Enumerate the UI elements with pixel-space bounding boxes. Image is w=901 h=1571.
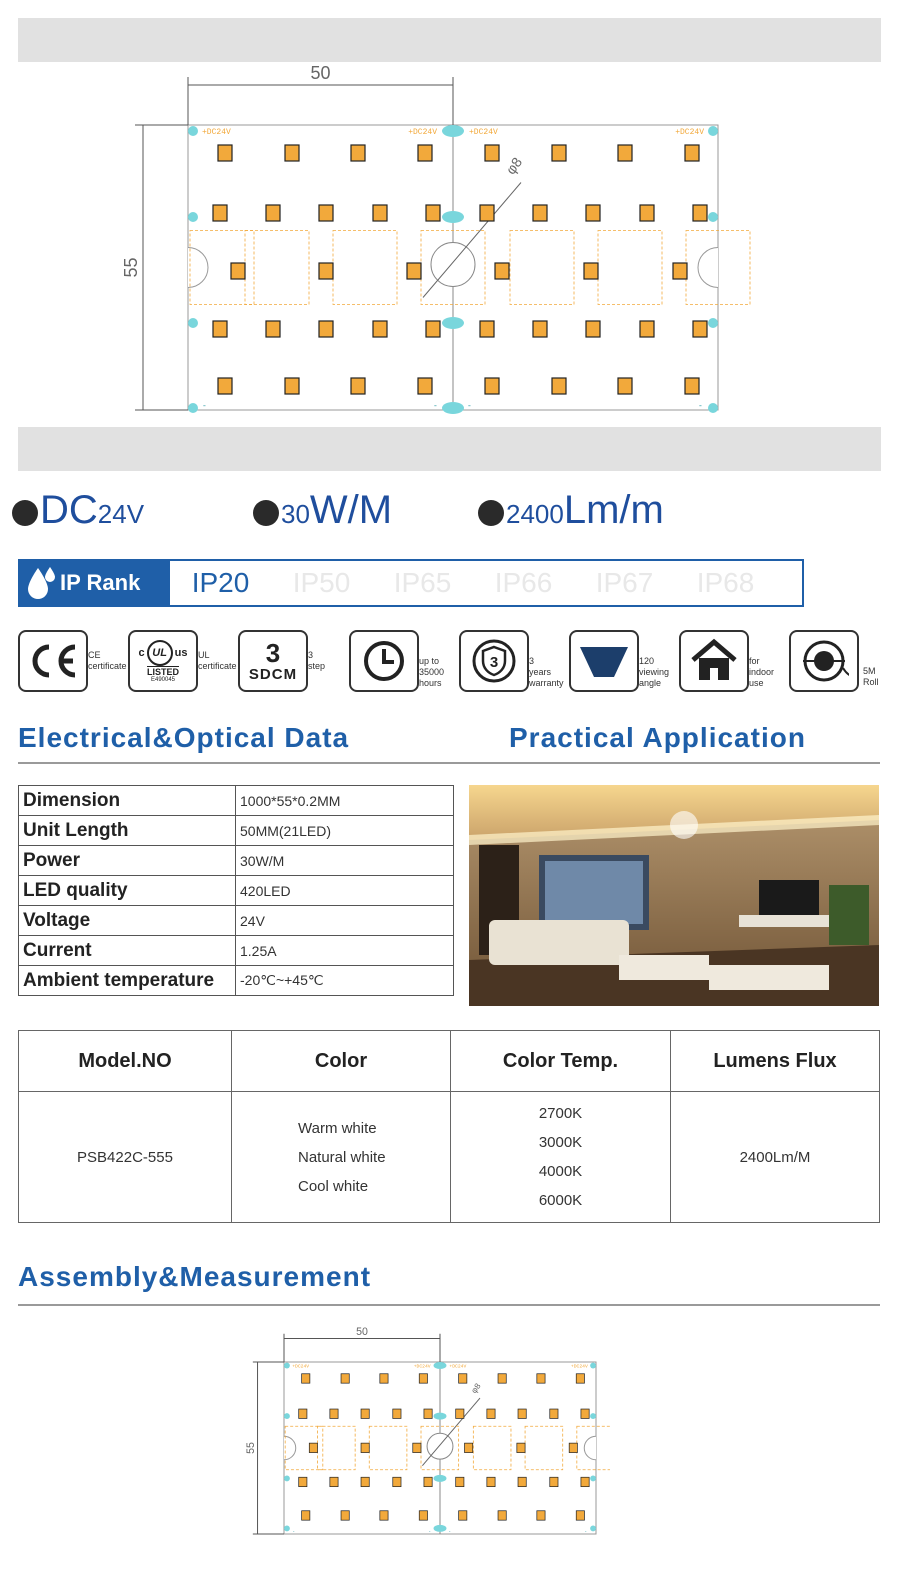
ip-option-ip65: IP65 [393,567,452,598]
led-chip [569,1443,577,1452]
cert-caption: for indoor use [749,656,775,688]
led-chip [351,378,365,394]
reel-icon [789,630,859,692]
led-chip [299,1409,307,1418]
ul-us-text: us [174,646,188,659]
solder-pad [188,126,198,136]
dim-width-label: 50 [310,63,331,83]
led-chip [424,1477,432,1486]
solder-pad [590,1413,596,1419]
dc-label: +DC24V [675,128,704,137]
led-chip [581,1409,589,1418]
led-chip [218,378,232,394]
led-chip [309,1443,317,1452]
solder-pad [284,1413,290,1419]
solder-pad [434,1362,447,1369]
temp-item: 3000K [538,1134,583,1151]
temp-item: 6000K [538,1192,583,1209]
led-chip [341,1511,349,1520]
led-chip [302,1511,310,1520]
solder-pad [590,1363,596,1369]
row-value: 1.25A [236,936,454,966]
ip-option-ip20: IP20 [191,567,250,598]
led-chip [341,1374,349,1383]
ip-option-ip68: IP68 [696,567,755,598]
solder-pad [434,1413,447,1420]
led-chip [576,1511,584,1520]
led-chip [487,1477,495,1486]
dc-label: +DC24V [413,1364,431,1370]
led-chip [640,321,654,337]
header-color-temp: Color Temp. [451,1031,671,1092]
led-chip [584,263,598,279]
led-chip [552,145,566,161]
color-item: Warm white [298,1119,377,1137]
temp-item: 4000K [538,1163,583,1180]
cert-caption: 5M Roll [863,666,879,687]
led-chip [424,1409,432,1418]
sdcm-number: 3 [265,637,281,668]
solder-pad [284,1363,290,1369]
pcb-diagram-large [18,62,881,427]
phi-label: φ8 [469,1381,483,1396]
ul-listed-icon [128,630,198,692]
led-chip [361,1477,369,1486]
house-icon [679,630,749,692]
ip-option-ip67: IP67 [595,567,654,598]
dc-label: +DC24V [469,128,498,137]
led-chip [685,145,699,161]
led-chip [426,205,440,221]
led-chip [480,321,494,337]
led-chip [537,1511,545,1520]
minus-label: - [292,1529,296,1535]
led-chip [285,378,299,394]
table-row [19,876,454,906]
solder-pad [442,402,464,414]
led-chip [693,321,707,337]
sdcm-text: SDCM [248,665,298,683]
section-divider [18,1304,880,1306]
led-chip [459,1374,467,1383]
led-chip [418,378,432,394]
solder-pad [188,403,198,413]
row-label: LED quality [19,876,236,906]
led-chip [537,1374,545,1383]
minus-label: - [448,1529,452,1535]
lumen-unit: Lm/m [563,488,664,532]
dc-label: +DC24V [202,128,231,137]
table-row [19,846,454,876]
bullet-dot [253,500,279,526]
minus-label: - [433,402,438,411]
cert-caption: 3 years warranty [529,656,564,688]
row-label: Power [19,846,236,876]
table-row [19,906,454,936]
spec-power [253,488,392,538]
led-chip [586,321,600,337]
led-chip [407,263,421,279]
led-chip [319,263,333,279]
spec-voltage [12,488,144,538]
cert-caption: UL certificate [198,650,237,671]
model-number: PSB422C-555 [19,1092,232,1223]
led-chip [418,145,432,161]
color-list [232,1092,451,1223]
voltage-prefix: DC [40,488,98,532]
led-chip [487,1409,495,1418]
ip-rank-text: IP Rank [60,570,141,595]
led-chip [330,1409,338,1418]
row-label: Dimension [19,786,236,816]
led-chip [380,1511,388,1520]
table-row [19,786,454,816]
led-chip [361,1409,369,1418]
led-chip [319,205,333,221]
led-chip [485,378,499,394]
led-chip [302,1374,310,1383]
section-divider [18,762,880,764]
led-chip [213,321,227,337]
dim-width-label: 50 [356,1325,368,1338]
led-chip [480,205,494,221]
application-heading: Practical Application [509,722,806,753]
living-room-photo [469,785,879,1006]
led-chip [351,145,365,161]
led-chip [581,1477,589,1486]
ul-mid-text: UL [152,646,167,659]
led-chip [533,205,547,221]
ip-rank-bar [18,559,804,607]
solder-pad [434,1525,447,1532]
led-chip [426,321,440,337]
led-chip [550,1477,558,1486]
phi-label: φ8 [502,154,526,178]
voltage-value: 24V [97,499,145,529]
solder-pad [442,211,464,223]
led-chip [586,205,600,221]
water-drop-icon [26,565,56,601]
led-chip [266,321,280,337]
led-chip [495,263,509,279]
solder-pad [188,318,198,328]
lumen-value: 2400 [506,499,564,529]
row-value: 30W/M [236,846,454,876]
table-row [19,816,454,846]
solder-pad [590,1525,596,1531]
solder-pad [434,1475,447,1482]
led-chip [685,378,699,394]
ip-rank-label [20,561,170,605]
led-chip [266,205,280,221]
minus-label: - [202,402,207,411]
led-chip [393,1477,401,1486]
sdcm-icon [238,630,308,692]
bottom-band [18,427,881,471]
led-chip [618,145,632,161]
row-value: 420LED [236,876,454,906]
led-chip [319,321,333,337]
minus-label: - [467,402,472,411]
ce-mark-icon [18,630,88,692]
led-chip [213,205,227,221]
dc-label: +DC24V [570,1364,588,1370]
row-label: Ambient temperature [19,966,236,996]
ul-listed-text: LISTED [146,666,179,677]
led-chip [218,145,232,161]
row-label: Current [19,936,236,966]
led-chip [518,1409,526,1418]
row-value: -20℃~+45℃ [236,966,454,996]
solder-pad [708,212,718,222]
model-table [18,1030,880,1223]
row-value: 1000*55*0.2MM [236,786,454,816]
row-value: 50MM(21LED) [236,816,454,846]
led-chip [673,263,687,279]
solder-pad [442,317,464,329]
power-unit: W/M [309,488,393,532]
led-chip [533,321,547,337]
dim-height-label: 55 [121,257,141,278]
pcb-diagram-small [240,1322,610,1542]
row-label: Voltage [19,906,236,936]
cert-caption: 120 viewing angle [639,656,670,688]
solder-pad [284,1525,290,1531]
top-band [18,18,881,62]
led-chip [640,205,654,221]
led-chip [459,1511,467,1520]
minus-label: - [584,1529,588,1535]
dim-height-label: 55 [245,1442,258,1454]
bullet-dot [478,500,504,526]
led-chip [517,1443,525,1452]
electrical-heading: Electrical&Optical Data [18,722,350,753]
led-chip [285,145,299,161]
led-chip [498,1511,506,1520]
solder-pad [284,1475,290,1481]
led-chip [498,1374,506,1383]
spec-lumen [478,488,664,538]
row-value: 24V [236,906,454,936]
power-value: 30 [281,499,310,529]
led-chip [231,263,245,279]
electrical-table [18,785,454,996]
led-chip [419,1511,427,1520]
led-chip [465,1443,473,1452]
dc-label: +DC24V [292,1364,310,1370]
led-chip [550,1409,558,1418]
led-chip [456,1477,464,1486]
solder-pad [708,126,718,136]
warranty-shield-icon [459,630,529,692]
lumens-value: 2400Lm/M [671,1092,880,1223]
color-item: Cool white [298,1177,369,1195]
assembly-heading: Assembly&Measurement [18,1261,372,1292]
warranty-number: 3 [489,654,499,671]
led-chip [373,321,387,337]
temp-item: 2700K [538,1105,583,1122]
header-model: Model.NO [19,1031,232,1092]
table-header-row [19,1031,880,1092]
ul-c-text: c [138,646,145,659]
dc-label: +DC24V [408,128,437,137]
bullet-dot [12,500,38,526]
color-item: Natural white [298,1148,386,1166]
header-lumens: Lumens Flux [671,1031,880,1092]
solder-pad [590,1475,596,1481]
row-label: Unit Length [19,816,236,846]
led-chip [373,205,387,221]
cert-caption: up to 35000 hours [419,656,445,688]
cert-caption: CE certificate [88,650,127,671]
led-chip [552,378,566,394]
dc-label: +DC24V [449,1364,467,1370]
led-chip [299,1477,307,1486]
ip-option-ip50: IP50 [292,567,351,598]
solder-pad [188,212,198,222]
cert-caption: 3 step [308,650,326,671]
led-chip [413,1443,421,1452]
minus-label: - [698,402,703,411]
ul-number-text: E490045 [150,676,176,683]
solder-pad [442,125,464,137]
temp-list [451,1092,671,1223]
led-chip [393,1409,401,1418]
led-chip [618,378,632,394]
table-row [19,936,454,966]
table-row [19,1092,880,1223]
ul-circle [147,640,173,666]
led-chip [693,205,707,221]
solder-pad [708,403,718,413]
led-chip [380,1374,388,1383]
led-chip [518,1477,526,1486]
header-color: Color [232,1031,451,1092]
led-chip [485,145,499,161]
led-chip [330,1477,338,1486]
ip-option-ip66: IP66 [494,567,553,598]
led-chip [361,1443,369,1452]
clock-icon [349,630,419,692]
minus-label: - [428,1529,432,1535]
led-chip [419,1374,427,1383]
table-row [19,966,454,996]
viewing-angle-icon [569,630,639,692]
led-chip [576,1374,584,1383]
solder-pad [708,318,718,328]
led-chip [456,1409,464,1418]
